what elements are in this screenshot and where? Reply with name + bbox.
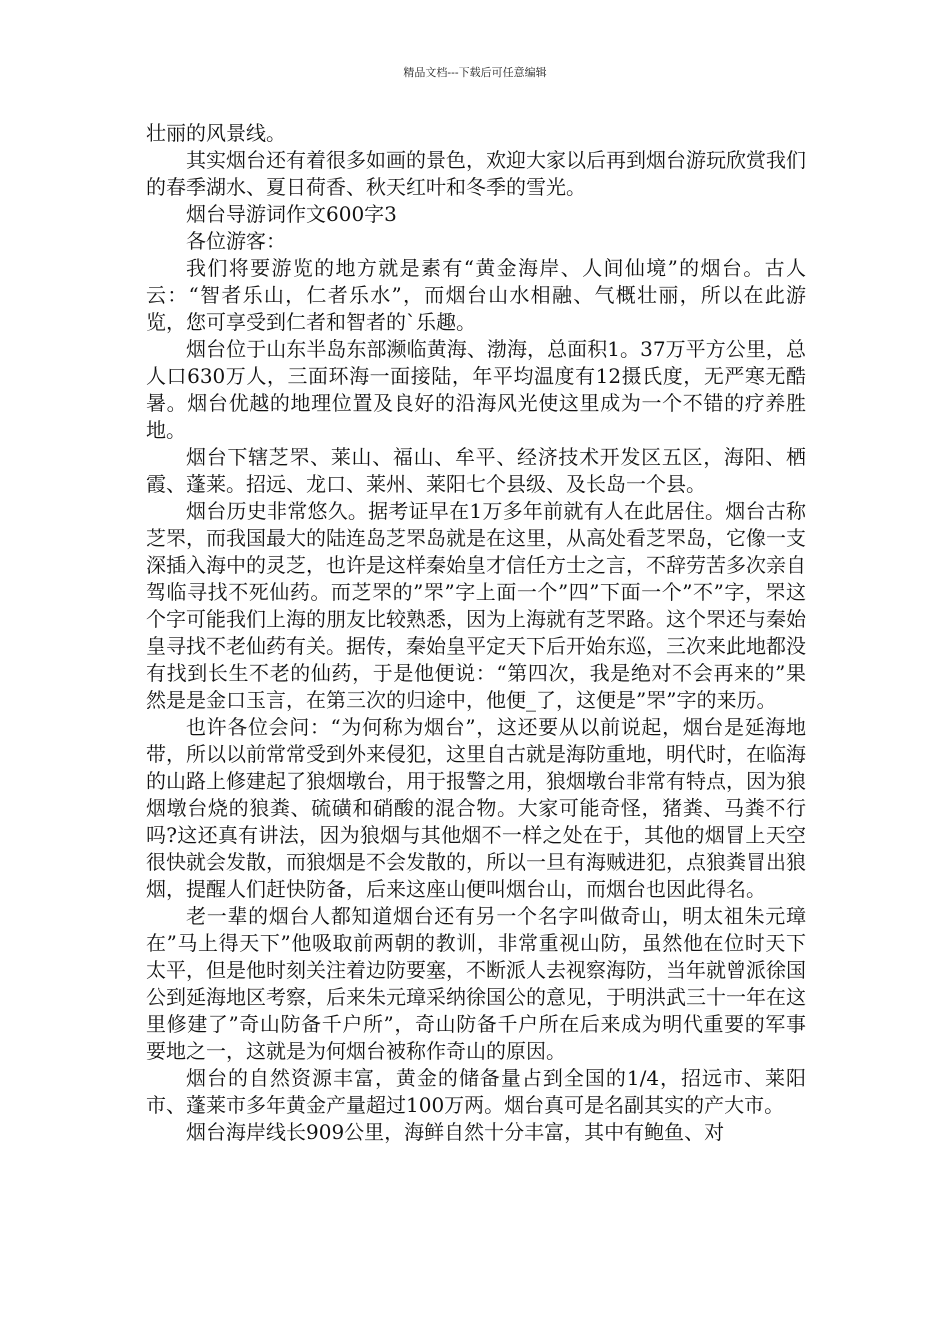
page-header: 精品文档---下载后可任意编辑 bbox=[403, 66, 547, 79]
paragraph-6: 烟台位于山东半岛东部濒临黄海、渤海，总面积1。37万平方公里，总人口630万人，三面环海一面接陆，年平均温度有12摄氏度，无严寒无酷暑。烟台优越的地理位置及良好的沿海风光使这里成为一个不错的疗养胜地。 bbox=[146, 337, 806, 442]
paragraph-8: 烟台历史非常悠久。据考证早在1万多年前就有人在此居住。烟台古称芝罘，而我国最大的陆连岛芝罘岛就是在这里，从高处看芝罘岛，它像一支深插入海中的灵芝，也许是这样秦始皇才信任方士之言，不辞劳苦多次亲自驾临寻找不死仙药。而芝罘的”罘”字上面一个”四”下面一个”不”字，罘这个字可能我们上海的朋友比较熟悉，因为上海就有芝罘路。这个罘还与秦始皇寻找不老仙药有关。据传，秦始皇平定天下后开始东巡，三次来此地都没有找到长生不老的仙药，于是他便说：“第四次，我是绝对不会再来的”果然是是金口玉言，在第三次的归途中，他便_了，这便是”罘”字的来历。 bbox=[146, 499, 806, 712]
paragraph-9: 也许各位会问：“为何称为烟台”，这还要从以前说起，烟台是延海地带，所以以前常常受到外来侵犯，这里自古就是海防重地，明代时，在临海的山路上修建起了狼烟墩台，用于报警之用，狼烟墩台非常有特点，因为狼烟墩台烧的狼粪、硫磺和硝酸的混合物。大家可能奇怪，猪粪、马粪不行吗?这还真有讲法，因为狼烟与其他烟不一样之处在于，其他的烟冒上天空很快就会发散，而狼烟是不会发散的，所以一旦有海贼进犯，点狼粪冒出狼烟，提醒人们赶快防备，后来这座山便叫烟台山，而烟台也因此得名。 bbox=[146, 715, 806, 901]
paragraph-11: 烟台的自然资源丰富，黄金的储备量占到全国的1/4，招远市、莱阳市、蓬莱市多年黄金产量超过100万两。烟台真可是名副其实的产大市。 bbox=[146, 1066, 806, 1117]
paragraph-10: 老一辈的烟台人都知道烟台还有另一个名字叫做奇山，明太祖朱元璋在”马上得天下”他吸取前两朝的教训，非常重视山防，虽然他在位时天下太平，但是他时刻关注着边防要塞，不断派人去视察海防，当年就曾派徐国公到延海地区考察，后来朱元璋采纳徐国公的意见，于明洪武三十一年在这里修建了”奇山防备千户所”，奇山防备千户所在后来成为明代重要的军事要地之一，这就是为何烟台被称作奇山的原因。 bbox=[146, 904, 806, 1063]
paragraph-12: 烟台海岸线长909公里，海鲜自然十分丰富，其中有鲍鱼、对 bbox=[186, 1120, 725, 1144]
paragraph-1: 壮丽的风景线。 bbox=[146, 121, 286, 145]
article-title: 烟台导游词作文600字3 bbox=[186, 202, 397, 226]
paragraph-7: 烟台下辖芝罘、莱山、福山、牟平、经济技术开发区五区，海阳、栖霞、蓬莱。招远、龙口、莱州、莱阳七个县级、及长岛一个县。 bbox=[146, 445, 806, 496]
paragraph-5: 我们将要游览的地方就是素有“黄金海岸、人间仙境”的烟台。古人云：“智者乐山，仁者乐水”，而烟台山水相融、气概壮丽，所以在此游览，您可享受到仁者和智者的`乐趣。 bbox=[146, 256, 806, 334]
greeting: 各位游客： bbox=[186, 229, 286, 253]
document-body bbox=[146, 120, 806, 1146]
paragraph-2: 其实烟台还有着很多如画的景色，欢迎大家以后再到烟台游玩欣赏我们的春季湖水、夏日荷香、秋天红叶和冬季的雪光。 bbox=[146, 148, 806, 199]
